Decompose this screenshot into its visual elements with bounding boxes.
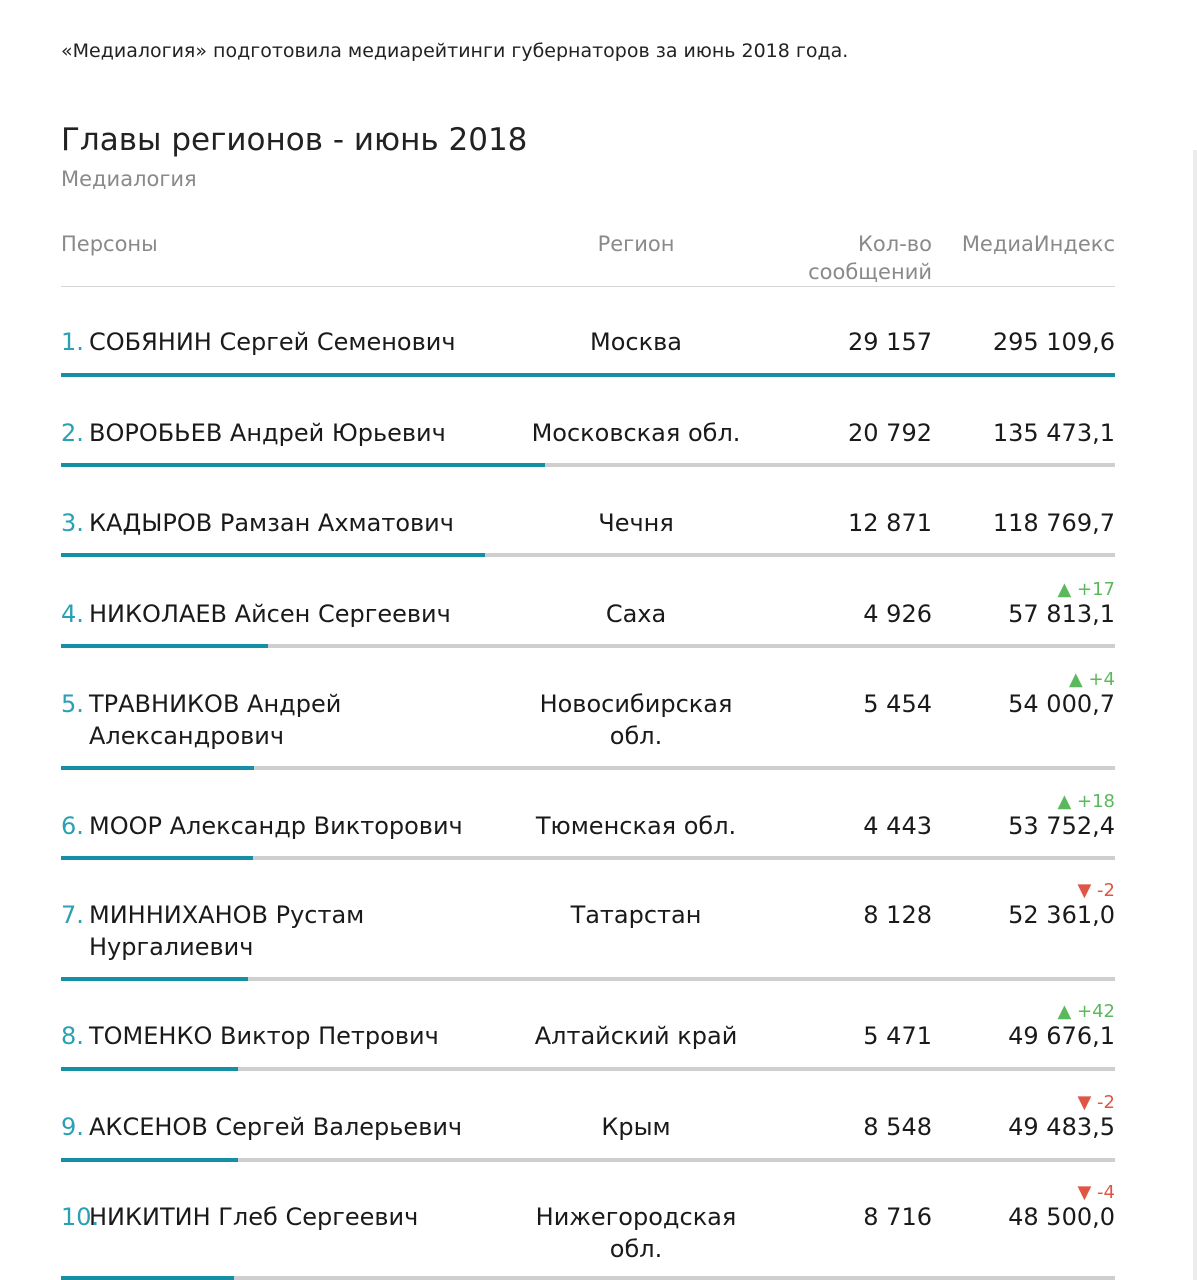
- region-cell: [505, 507, 767, 539]
- rank-change-badge: ▼ -2: [1077, 880, 1115, 901]
- media-index: 135 473,1: [992, 419, 1115, 447]
- person-name: НИКОЛАЕВ Айсен Сергеевич: [89, 600, 451, 628]
- index-bar-track: [61, 463, 1115, 467]
- person-name: МИННИХАНОВ Рустам: [89, 901, 365, 929]
- rank-number: 10.: [61, 1203, 100, 1231]
- region-name: Московская обл.: [531, 419, 741, 447]
- page-title: Главы регионов - июнь 2018: [61, 122, 528, 158]
- rank-number: 4.: [61, 600, 84, 628]
- rank-number: 6.: [61, 812, 84, 840]
- region-name: Тюменская обл.: [535, 812, 737, 840]
- region-name-line2: обл.: [609, 1235, 663, 1263]
- index-bar-fill: [61, 463, 545, 467]
- region-name: Алтайский край: [534, 1022, 738, 1050]
- index-bar-track: [61, 766, 1115, 770]
- person-cell: [61, 507, 501, 539]
- header-count-line1: Кол-во: [858, 232, 932, 256]
- person-name-line2: Александрович: [89, 722, 285, 750]
- region-name: Крым: [601, 1113, 671, 1141]
- region-cell: [505, 598, 767, 630]
- message-count: 12 871: [848, 509, 932, 537]
- media-index: 48 500,0: [1008, 1203, 1115, 1231]
- index-bar-fill: [61, 856, 253, 860]
- media-index: 52 361,0: [1008, 901, 1115, 929]
- rank-change-badge: ▲ +4: [1068, 669, 1115, 690]
- person-name: ВОРОБЬЕВ Андрей Юрьевич: [89, 419, 446, 447]
- index-bar-track: [61, 1158, 1115, 1162]
- media-index: 54 000,7: [1008, 690, 1115, 718]
- message-count: 5 454: [863, 690, 932, 718]
- person-name-line2: Нургалиевич: [89, 933, 254, 961]
- person-name: КАДЫРОВ Рамзан Ахматович: [89, 509, 454, 537]
- media-index: 118 769,7: [992, 509, 1115, 537]
- region-cell: [505, 688, 767, 752]
- region-cell: [505, 326, 767, 358]
- media-index: 57 813,1: [1008, 600, 1115, 628]
- index-bar-fill: [61, 644, 268, 648]
- index-bar-fill: [61, 766, 254, 770]
- header-count[interactable]: [770, 230, 932, 286]
- region-name: Новосибирская: [539, 690, 733, 718]
- person-name: НИКИТИН Глеб Сергеевич: [89, 1203, 419, 1231]
- index-bar-track: [61, 856, 1115, 860]
- region-cell: [505, 1111, 767, 1143]
- person-cell: [61, 417, 501, 449]
- message-count: 8 128: [863, 901, 932, 929]
- person-name: ТОМЕНКО Виктор Петрович: [89, 1022, 439, 1050]
- message-count: 8 716: [863, 1203, 932, 1231]
- index-bar-fill: [61, 1276, 234, 1280]
- header-person[interactable]: Персоны: [61, 232, 158, 256]
- index-bar-fill: [61, 1067, 238, 1071]
- person-cell: [61, 899, 501, 963]
- message-count: 4 443: [863, 812, 932, 840]
- index-bar-track: [61, 1067, 1115, 1071]
- rank-number: 1.: [61, 328, 84, 356]
- source-subtitle: Медиалогия: [61, 167, 197, 191]
- person-name: ТРАВНИКОВ Андрей: [89, 690, 342, 718]
- header-index[interactable]: МедиаИндекс: [961, 232, 1115, 256]
- index-bar-fill: [61, 1158, 238, 1162]
- rank-number: 9.: [61, 1113, 84, 1141]
- person-cell: [61, 1201, 501, 1233]
- index-bar-fill: [61, 977, 248, 981]
- media-index: 295 109,6: [992, 328, 1115, 356]
- region-cell: [505, 1201, 767, 1265]
- intro-text: «Медиалогия» подготовила медиарейтинги губернаторов за июнь 2018 года.: [61, 40, 849, 62]
- scroll-edge: [1193, 150, 1197, 1280]
- person-cell: [61, 810, 501, 842]
- rank-number: 7.: [61, 901, 84, 929]
- rank-number: 2.: [61, 419, 84, 447]
- rank-number: 3.: [61, 509, 84, 537]
- rank-number: 5.: [61, 690, 84, 718]
- rank-change-badge: ▼ -2: [1077, 1092, 1115, 1113]
- index-bar-track: [61, 373, 1115, 377]
- person-cell: [61, 326, 501, 358]
- region-name-line2: обл.: [609, 722, 663, 750]
- index-bar-track: [61, 644, 1115, 648]
- message-count: 29 157: [848, 328, 932, 356]
- person-name: АКСЕНОВ Сергей Валерьевич: [89, 1113, 463, 1141]
- region-cell: [505, 417, 767, 449]
- rank-change-badge: ▲ +42: [1057, 1001, 1115, 1022]
- index-bar-track: [61, 553, 1115, 557]
- region-name: Саха: [605, 600, 667, 628]
- rank-change-badge: ▲ +17: [1057, 579, 1115, 600]
- header-count-line2: сообщений: [808, 260, 932, 284]
- region-name: Москва: [590, 328, 682, 356]
- region-cell: [505, 1020, 767, 1052]
- message-count: 20 792: [848, 419, 932, 447]
- header-region[interactable]: Регион: [597, 232, 675, 256]
- person-cell: [61, 1111, 501, 1143]
- message-count: 4 926: [863, 600, 932, 628]
- region-cell: [505, 899, 767, 931]
- index-bar-fill: [61, 553, 485, 557]
- person-cell: [61, 1020, 501, 1052]
- region-name: Нижегородская: [535, 1203, 737, 1231]
- region-name: Татарстан: [570, 901, 702, 929]
- rank-change-badge: ▼ -4: [1077, 1182, 1115, 1203]
- person-name: МООР Александр Викторович: [89, 812, 463, 840]
- header-divider: [61, 286, 1115, 287]
- media-index: 49 483,5: [1008, 1113, 1115, 1141]
- index-bar-track: [61, 977, 1115, 981]
- person-cell: [61, 688, 501, 752]
- index-bar-track: [61, 1276, 1115, 1280]
- media-index: 53 752,4: [1008, 812, 1115, 840]
- message-count: 5 471: [863, 1022, 932, 1050]
- rank-number: 8.: [61, 1022, 84, 1050]
- message-count: 8 548: [863, 1113, 932, 1141]
- region-name: Чечня: [598, 509, 674, 537]
- person-name: СОБЯНИН Сергей Семенович: [89, 328, 456, 356]
- index-bar-fill: [61, 373, 1115, 377]
- person-cell: [61, 598, 501, 630]
- media-index: 49 676,1: [1008, 1022, 1115, 1050]
- rank-change-badge: ▲ +18: [1057, 791, 1115, 812]
- region-cell: [505, 810, 767, 842]
